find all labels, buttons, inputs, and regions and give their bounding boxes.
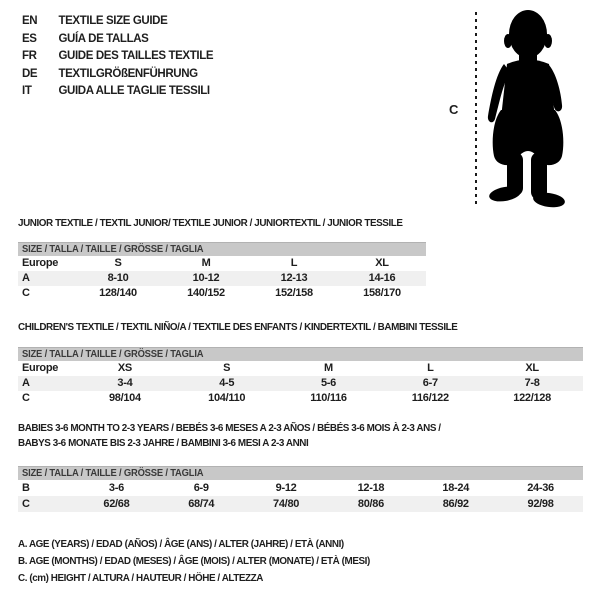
footnote-c: C. (cm) HEIGHT / ALTURA / HAUTEUR / HÖHE / ALTEZZA	[18, 572, 263, 585]
language-label: GUIDA ALLE TAGLIE TESSILI	[58, 83, 210, 97]
language-row-es	[22, 30, 213, 48]
section-title-junior: JUNIOR TEXTILE / TEXTIL JUNIOR/ TEXTILE JUNIOR / JUNIORTEXTIL / JUNIOR TESSILE	[18, 217, 403, 229]
table-cell: 5-6	[320, 377, 336, 389]
section-title-babies	[18, 421, 441, 451]
size-header-bar	[18, 347, 583, 361]
size-header-bar	[18, 242, 426, 256]
table-cell: XS	[117, 362, 132, 374]
table-cell: XL	[375, 257, 389, 269]
section-title-children: CHILDREN'S TEXTILE / TEXTIL NIÑO/A / TEXTILE DES ENFANTS / KINDERTEXTIL / BAMBINI TESSILE	[18, 321, 458, 333]
footnote-b: B. AGE (MONTHS) / EDAD (MESES) / ÂGE (MOIS) / ALTER (MONATE) / ETÀ (MESI)	[18, 555, 370, 568]
size-header-bar	[18, 466, 583, 480]
table-cell: 9-12	[275, 482, 297, 494]
table-row	[18, 496, 583, 512]
table-row	[18, 376, 583, 391]
language-label: TEXTILE SIZE GUIDE	[58, 13, 168, 27]
table-cell: 12-18	[357, 482, 385, 494]
table-row	[18, 286, 426, 301]
language-label: GUIDE DES TAILLES TEXTILE	[58, 48, 214, 62]
table-cell: 14-16	[368, 272, 396, 284]
table-row	[18, 480, 583, 496]
row-label: Europe	[22, 362, 59, 374]
table-cell: 6-7	[422, 377, 438, 389]
size-header-label: SIZE / TALLA / TAILLE / GRÖSSE / TAGLIA	[22, 244, 204, 255]
table-cell: L	[427, 362, 434, 374]
table-cell: 18-24	[442, 482, 470, 494]
table-cell: 68/74	[188, 498, 215, 510]
footnotes	[18, 536, 392, 588]
section-title-babies-line1: BABIES 3-6 MONTH TO 2-3 YEARS / BEBÉS 3-6 MESES A 2-3 AÑOS / BÉBÉS 3-6 MOIS À 2-3 ANS /	[18, 422, 441, 434]
table-children	[18, 347, 583, 406]
table-cell: 3-4	[117, 377, 133, 389]
language-code: EN	[22, 13, 38, 27]
table-cell: 122/128	[513, 392, 551, 404]
language-label: GUÍA DE TALLAS	[58, 30, 149, 45]
height-figure	[445, 4, 597, 210]
table-cell: 10-12	[192, 272, 220, 284]
row-label: A	[22, 377, 30, 389]
toddler-silhouette-graphic	[483, 6, 569, 208]
table-cell: S	[114, 257, 122, 269]
language-code: FR	[22, 48, 37, 62]
table-cell: 98/104	[108, 392, 141, 404]
language-guide-list	[22, 12, 221, 100]
language-code: IT	[22, 83, 32, 97]
language-code: DE	[22, 65, 38, 80]
language-row-de	[22, 65, 213, 83]
table-cell: 6-9	[193, 482, 209, 494]
footnote-a: A. AGE (YEARS) / EDAD (AÑOS) / ÂGE (ANS) / ALTER (JAHRE) / ETÀ (ANNI)	[18, 538, 344, 550]
table-cell: 116/122	[411, 392, 449, 404]
language-label: TEXTILGRÖßENFÜHRUNG	[58, 65, 198, 80]
table-cell: 4-5	[219, 377, 235, 389]
table-junior	[18, 242, 426, 301]
language-row-fr	[22, 47, 213, 65]
table-cell: 24-36	[527, 482, 554, 494]
table-cell: M	[324, 362, 333, 374]
table-cell: 86/92	[442, 498, 469, 510]
table-row	[18, 361, 583, 376]
table-cell: 7-8	[524, 377, 540, 389]
table-cell: 92/98	[527, 498, 554, 510]
table-babies	[18, 466, 583, 512]
row-label: B	[22, 482, 30, 494]
table-cell: 80/86	[357, 498, 384, 510]
table-cell: 140/152	[187, 287, 225, 299]
table-cell: 110/116	[310, 392, 347, 404]
row-label: A	[22, 272, 30, 284]
table-cell: S	[223, 362, 231, 374]
size-header-label: SIZE / TALLA / TAILLE / GRÖSSE / TAGLIA	[22, 468, 204, 479]
table-cell: 3-6	[108, 482, 124, 494]
table-cell: M	[201, 257, 211, 269]
table-cell: 152/158	[275, 287, 313, 299]
size-header-label: SIZE / TALLA / TAILLE / GRÖSSE / TAGLIA	[22, 349, 204, 360]
table-cell: 62/68	[103, 498, 130, 510]
height-marker-label: C	[449, 102, 459, 117]
table-row	[18, 256, 426, 271]
table-cell: XL	[525, 362, 539, 374]
language-row-it	[22, 82, 213, 100]
table-cell: 128/140	[99, 287, 137, 299]
row-label: C	[22, 287, 30, 299]
row-label: Europe	[22, 257, 59, 269]
table-row	[18, 271, 426, 286]
table-cell: 104/110	[208, 392, 246, 404]
section-title-babies-line2: BABYS 3-6 MONATE BIS 2-3 JAHRE / BAMBINI 3-6 MESI A 2-3 ANNI	[18, 437, 309, 449]
language-code: ES	[22, 30, 37, 45]
language-row-en	[22, 12, 213, 30]
table-cell: 158/170	[363, 287, 401, 299]
row-label: C	[22, 498, 30, 510]
row-label: C	[22, 392, 30, 404]
height-dashed-line	[475, 12, 477, 208]
table-row	[18, 391, 583, 406]
table-cell: L	[290, 257, 298, 269]
table-cell: 8-10	[107, 272, 129, 284]
table-cell: 74/80	[273, 498, 300, 510]
table-cell: 12-13	[280, 272, 308, 284]
